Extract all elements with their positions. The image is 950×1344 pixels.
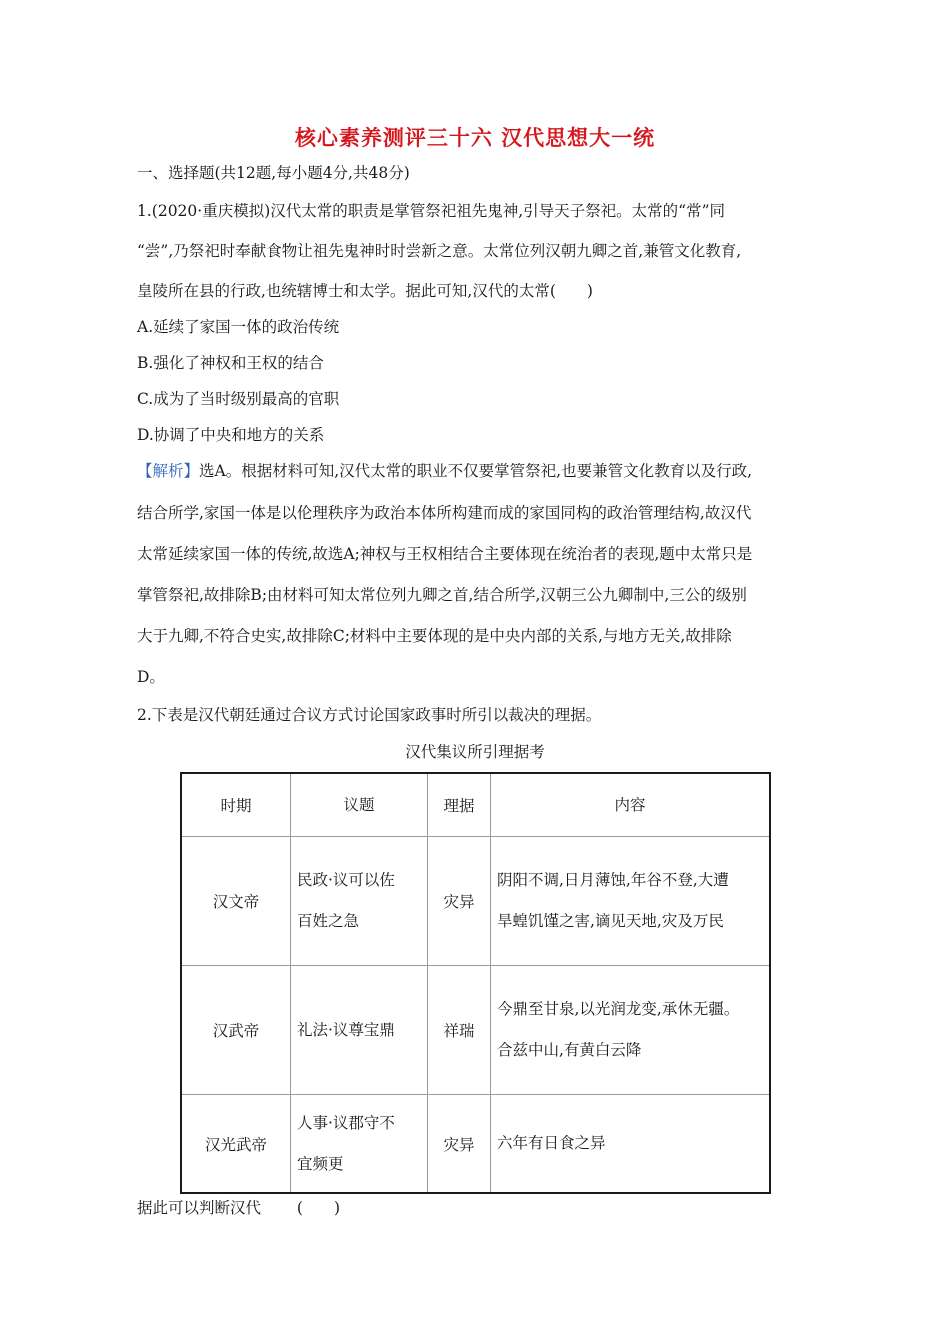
cell-content — [491, 837, 771, 966]
q2-stem: 2.下表是汉代朝廷通过合议方式讨论国家政事时所引以裁决的理据。 — [137, 706, 602, 724]
cell-period: 汉光武帝 — [181, 1095, 291, 1194]
header-basis: 理据 — [428, 773, 491, 837]
q1-analysis-line-1 — [137, 460, 752, 482]
cell-basis: 祥瑞 — [428, 966, 491, 1095]
cell-topic-line: 人事·议郡守不 — [297, 1113, 395, 1132]
cell-content-line: 今鼎至甘泉,以光润龙变,承休无疆。 — [497, 1000, 740, 1018]
cell-topic — [291, 1095, 428, 1194]
q1-option-b: B.强化了神权和王权的结合 — [137, 354, 324, 372]
cell-basis: 灾异 — [428, 1095, 491, 1194]
table-row — [181, 837, 770, 966]
cell-period: 汉武帝 — [181, 966, 291, 1095]
header-content: 内容 — [491, 773, 771, 837]
q1-analysis-line-2: 结合所学,家国一体是以伦理秩序为政治本体所构建而成的家国同构的政治管理结构,故汉代 — [137, 504, 752, 522]
table-header-row — [181, 773, 770, 837]
cell-topic-line: 宜频更 — [297, 1154, 344, 1173]
cell-period: 汉文帝 — [181, 837, 291, 966]
q1-analysis-line-6: D。 — [137, 668, 165, 686]
cell-content-line: 六年有日食之异 — [497, 1134, 606, 1152]
table-caption: 汉代集议所引理据考 — [405, 743, 545, 761]
cell-content — [491, 1095, 771, 1194]
page-title: 核心素养测评三十六 汉代思想大一统 — [294, 125, 656, 150]
q1-option-a: A.延续了家国一体的政治传统 — [137, 318, 340, 336]
cell-topic — [291, 966, 428, 1095]
q1-stem-line-1: 1.(2020·重庆模拟)汉代太常的职责是掌管祭祀祖先鬼神,引导天子祭祀。太常的“常”同 — [137, 202, 726, 220]
q2-question-tail: 据此可以判断汉代 ( ) — [137, 1199, 341, 1217]
cell-basis: 灾异 — [428, 837, 491, 966]
q1-option-c: C.成为了当时级别最高的官职 — [137, 390, 340, 408]
data-table — [180, 772, 771, 1194]
cell-content — [491, 966, 771, 1095]
cell-topic — [291, 837, 428, 966]
table-row — [181, 1095, 770, 1194]
cell-topic-line: 百姓之急 — [297, 912, 360, 930]
header-period: 时期 — [181, 773, 291, 837]
q1-analysis-line-3: 太常延续家国一体的传统,故选A;神权与王权相结合主要体现在统治者的表现,题中太常只是 — [137, 545, 753, 563]
q1-stem-line-3: 皇陵所在县的行政,也统辖博士和太学。据此可知,汉代的太常( ) — [137, 282, 593, 300]
q1-option-d: D.协调了中央和地方的关系 — [137, 426, 325, 444]
q1-stem-line-2: “尝”,乃祭祀时奉献食物让祖先鬼神时时尝新之意。太常位列汉朝九卿之首,兼管文化教育, — [137, 242, 742, 260]
cell-content-line: 合兹中山,有黄白云降 — [497, 1041, 642, 1059]
section-header: 一、选择题(共12题,每小题4分,共48分) — [137, 164, 410, 182]
cell-topic-line: 民政·议可以佐 — [297, 871, 395, 889]
analysis-text: 选A。根据材料可知,汉代太常的职业不仅要掌管祭祀,也要兼管文化教育以及行政, — [199, 462, 752, 480]
q1-analysis-line-5: 大于九卿,不符合史实,故排除C;材料中主要体现的是中央内部的关系,与地方无关,故排除 — [137, 627, 732, 645]
cell-content-line: 阴阳不调,日月薄蚀,年谷不登,大遭 — [497, 871, 729, 889]
cell-topic-line: 礼法·议尊宝鼎 — [297, 1020, 395, 1039]
analysis-tag: 【解析】 — [137, 462, 200, 480]
cell-content-line: 旱蝗饥馑之害,谪见天地,灾及万民 — [497, 912, 724, 930]
table-row — [181, 966, 770, 1095]
q1-analysis-line-4: 掌管祭祀,故排除B;由材料可知太常位列九卿之首,结合所学,汉朝三公九卿制中,三公的级别 — [137, 586, 747, 604]
header-topic: 议题 — [291, 773, 428, 837]
